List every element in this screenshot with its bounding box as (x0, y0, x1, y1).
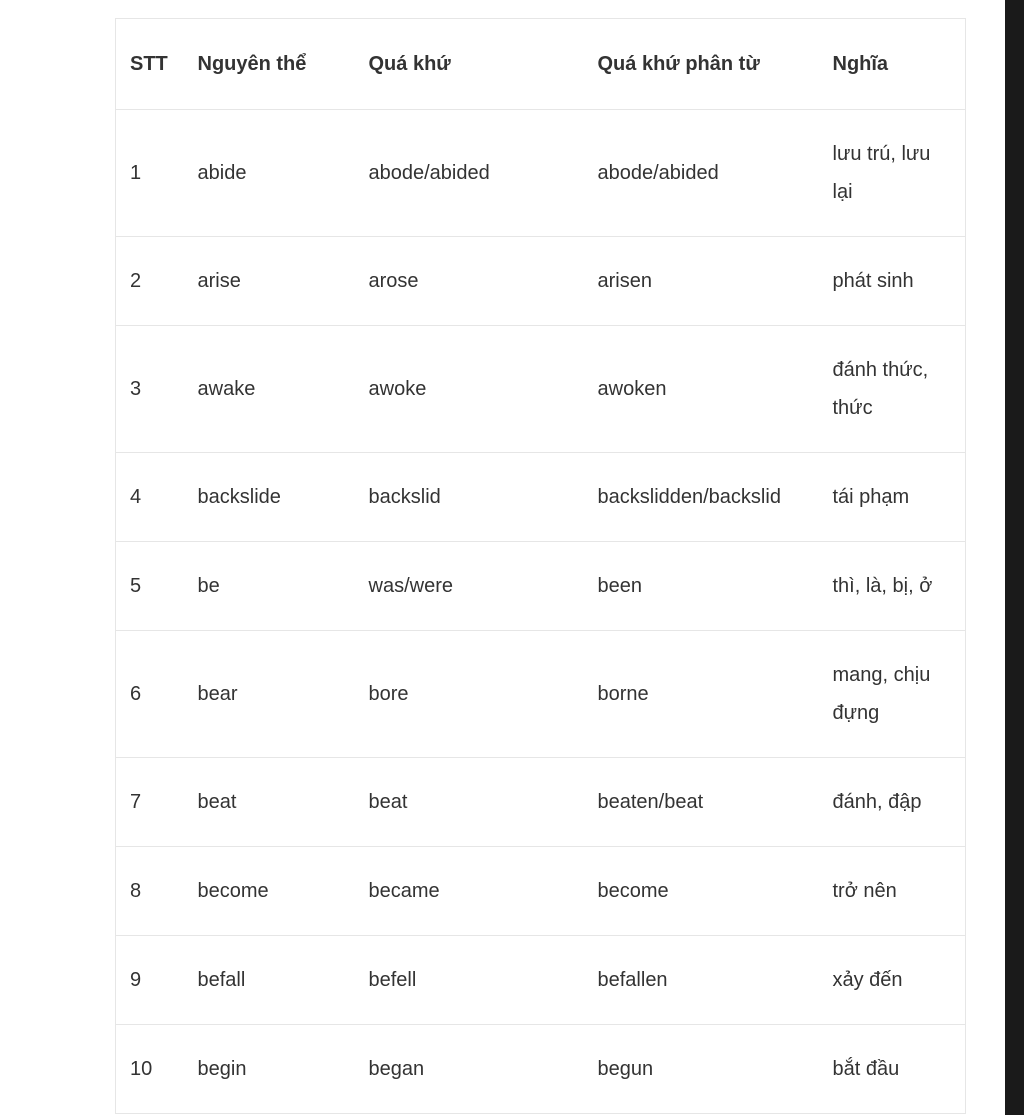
cell-past: awoke (355, 326, 584, 453)
cell-past: began (355, 1025, 584, 1114)
cell-base-form: be (184, 542, 355, 631)
cell-stt: 9 (116, 936, 184, 1025)
header-base-form: Nguyên thể (184, 19, 355, 110)
verb-table-container (115, 18, 965, 1114)
header-past-participle: Quá khứ phân từ (584, 19, 823, 110)
cell-past-participle: become (584, 847, 823, 936)
cell-past-participle: arisen (584, 237, 823, 326)
cell-base-form: become (184, 847, 355, 936)
cell-past: bore (355, 631, 584, 758)
header-past: Quá khứ (355, 19, 584, 110)
cell-stt: 7 (116, 758, 184, 847)
cell-meaning: trở nên (823, 847, 966, 936)
cell-stt: 6 (116, 631, 184, 758)
table-row (116, 237, 966, 326)
cell-past-participle: beaten/beat (584, 758, 823, 847)
table-row (116, 1025, 966, 1114)
cell-past-participle: borne (584, 631, 823, 758)
table-row (116, 936, 966, 1025)
cell-stt: 10 (116, 1025, 184, 1114)
cell-meaning: tái phạm (823, 453, 966, 542)
cell-meaning: lưu trú, lưu lại (823, 110, 966, 237)
cell-stt: 1 (116, 110, 184, 237)
cell-past-participle: been (584, 542, 823, 631)
cell-past: arose (355, 237, 584, 326)
cell-meaning: bắt đầu (823, 1025, 966, 1114)
cell-past: was/were (355, 542, 584, 631)
cell-past-participle: awoken (584, 326, 823, 453)
cell-stt: 3 (116, 326, 184, 453)
table-row (116, 110, 966, 237)
cell-base-form: awake (184, 326, 355, 453)
cell-past: abode/abided (355, 110, 584, 237)
cell-base-form: abide (184, 110, 355, 237)
table-row (116, 326, 966, 453)
cell-meaning: đánh thức, thức (823, 326, 966, 453)
cell-stt: 8 (116, 847, 184, 936)
cell-past-participle: abode/abided (584, 110, 823, 237)
header-meaning: Nghĩa (823, 19, 966, 110)
table-row (116, 453, 966, 542)
cell-past-participle: backslidden/backslid (584, 453, 823, 542)
cell-base-form: arise (184, 237, 355, 326)
header-stt: STT (116, 19, 184, 110)
cell-past: backslid (355, 453, 584, 542)
table-row (116, 847, 966, 936)
cell-past-participle: befallen (584, 936, 823, 1025)
cell-past: became (355, 847, 584, 936)
cell-stt: 2 (116, 237, 184, 326)
table-row (116, 542, 966, 631)
cell-base-form: bear (184, 631, 355, 758)
cell-past: befell (355, 936, 584, 1025)
cell-base-form: befall (184, 936, 355, 1025)
cell-meaning: mang, chịu đựng (823, 631, 966, 758)
table-row (116, 631, 966, 758)
cell-meaning: đánh, đập (823, 758, 966, 847)
cell-base-form: begin (184, 1025, 355, 1114)
cell-past: beat (355, 758, 584, 847)
cell-past-participle: begun (584, 1025, 823, 1114)
cell-stt: 5 (116, 542, 184, 631)
cell-meaning: phát sinh (823, 237, 966, 326)
table-row (116, 758, 966, 847)
window-edge-bar (1005, 0, 1024, 1115)
cell-base-form: backslide (184, 453, 355, 542)
cell-meaning: thì, là, bị, ở (823, 542, 966, 631)
table-header-row (116, 19, 966, 110)
cell-meaning: xảy đến (823, 936, 966, 1025)
irregular-verbs-table (115, 18, 966, 1114)
cell-base-form: beat (184, 758, 355, 847)
cell-stt: 4 (116, 453, 184, 542)
